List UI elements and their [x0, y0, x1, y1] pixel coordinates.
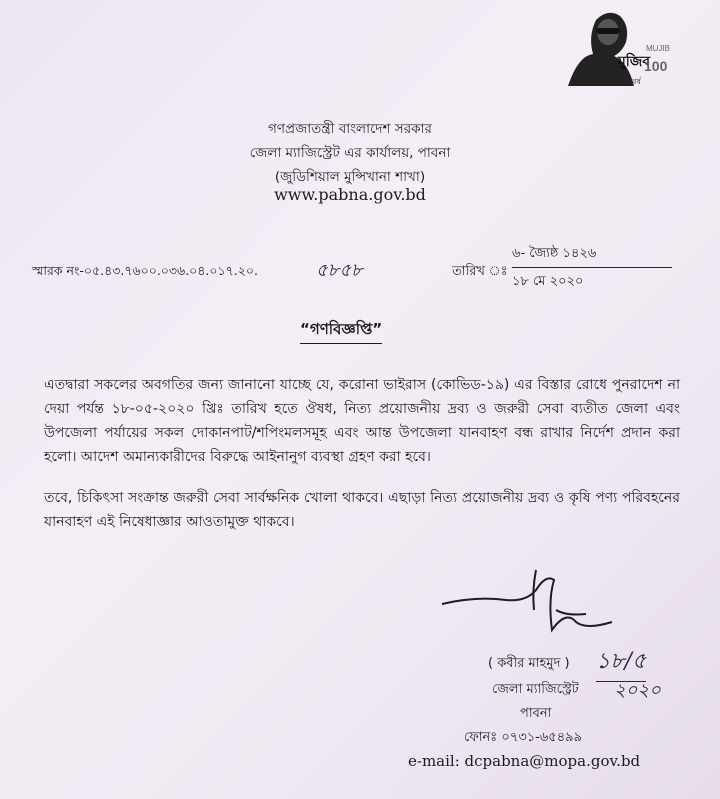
header-website: www.pabna.gov.bd — [274, 185, 426, 204]
signatory-designation: জেলা ম্যাজিস্ট্রেট — [492, 682, 579, 697]
signature-date-day: ১৮/৫ — [596, 644, 646, 682]
signatory-name: ( কবীর মাহমুদ ) — [488, 656, 570, 671]
svg-text:মুজিব: মুজিব — [618, 54, 651, 70]
svg-text:বর্ষ: বর্ষ — [632, 77, 641, 86]
signatory-email: e-mail: dcpabna@mopa.gov.bd — [408, 752, 641, 770]
signatory-place: পাবনা — [520, 706, 552, 721]
memo-number: স্মারক নং-০৫.৪৩.৭৬০০.০৩৬.০৪.০১৭.২০. — [32, 263, 258, 278]
memo-handwritten-number: ৫৮৫৮ — [316, 260, 363, 281]
date-english: ১৮ মে ২০২০ — [512, 274, 584, 289]
date-bangla: ৬- জ্যৈষ্ঠ ১৪২৬ — [512, 244, 672, 268]
notice-paragraph-1: এতদ্বারা সকলের অবগতির জন্য জানানো যাচ্ছে যে, করোনা ভাইরাস (কোভিড-১৯) এর বিস্তার রোধে পুনরাদেশ না দেয়া পর্যন্ত ১৮-০৫-২০২০ খ্রিঃ তারিখ হতে ঔষধ, নিত্য প্রয়োজনীয় দ্রব্য ও জরুরী সেবা ব্যতীত জেলা এবং উপজেলা পর্যায়ের সকল দোকানপাট/শপিংমলসমূহ এবং আন্ত উপজেলা যানবাহণ বন্ধ রাখার নির্দেশ প্রদান করা হলো। আদেশ অমান্যকারীদের বিরুদ্ধে আইনানুগ ব্যবস্থা গ্রহণ করা হবে। — [44, 377, 680, 465]
header-section: (জুডিশিয়াল মুন্সিখানা শাখা) — [274, 169, 426, 185]
signatory-phone: ফোনঃ ০৭৩১-৬৫৪৯৯ — [464, 730, 583, 745]
notice-title: “গণবিজ্ঞপ্তি” — [300, 318, 382, 344]
handwritten-signature — [436, 560, 616, 650]
logo-number: 100 — [644, 58, 668, 74]
header-office: জেলা ম্যাজিস্ট্রেট এর কার্যালয়, পাবনা — [249, 145, 451, 161]
logo-small-text: MUJIB — [646, 44, 670, 53]
header-government: গণপ্রজাতন্ত্রী বাংলাদেশ সরকার — [268, 121, 432, 137]
notice-paragraph-2: তবে, চিকিৎসা সংক্রান্ত জরুরী সেবা সার্বক্ষনিক খোলা থাকবে। এছাড়া নিত্য প্রয়োজনীয় দ্রব্য ও কৃষি পণ্য পরিবহনের যানবাহণ এই নিষেধাজ্ঞার আওতামুক্ত থাকবে। — [44, 490, 680, 530]
date-label: তারিখ ঃ — [452, 264, 508, 279]
signature-date-year: ২০২০ — [614, 680, 661, 701]
